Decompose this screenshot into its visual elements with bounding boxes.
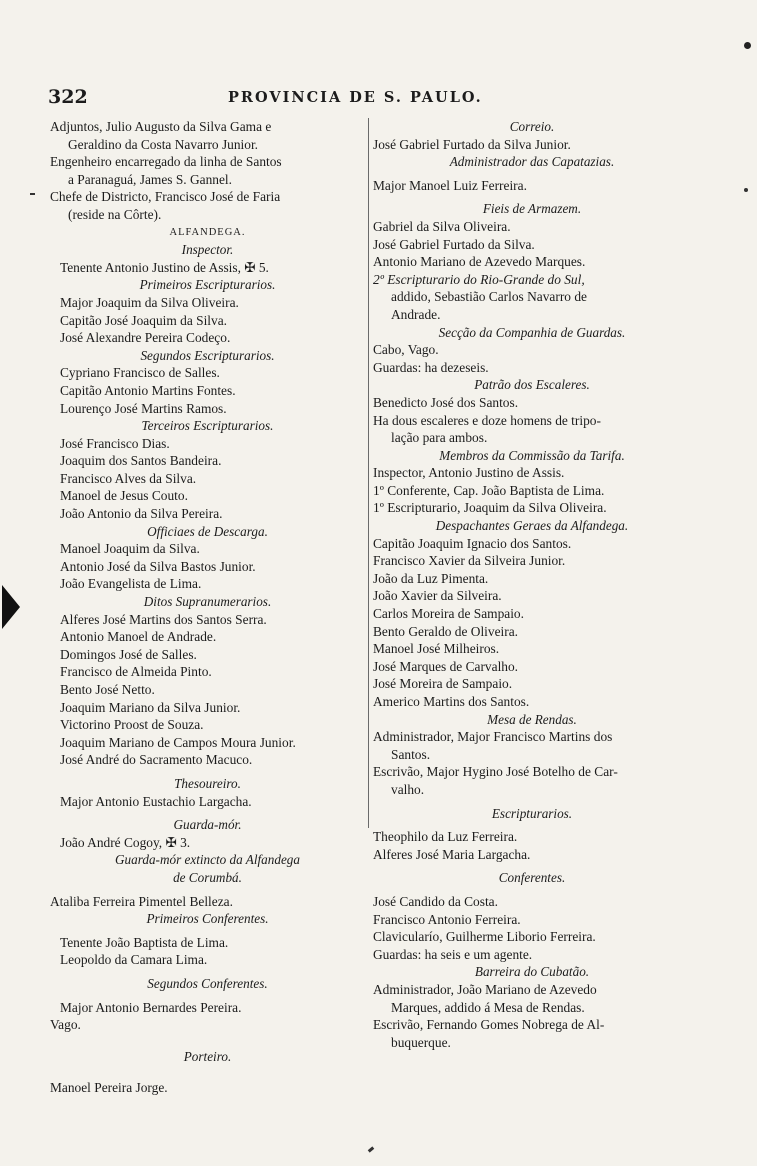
section-heading: Correio. bbox=[509, 119, 555, 134]
right-column bbox=[373, 118, 691, 1051]
list-item: Gabriel da Silva Oliveira. bbox=[373, 218, 511, 234]
list-item: Victorino Proost de Souza. bbox=[60, 717, 204, 733]
list-item: Major Manoel Luiz Ferreira. bbox=[373, 177, 527, 193]
text-line: addido, Sebastião Carlos Navarro de bbox=[391, 289, 587, 305]
list-item: Capitão José Joaquim da Silva. bbox=[60, 312, 227, 328]
list-item: José Candido da Costa. bbox=[373, 893, 498, 909]
margin-dot bbox=[744, 42, 751, 49]
list-item: Alferes José Martins dos Santos Serra. bbox=[60, 611, 267, 627]
section-heading: Guarda-mór. bbox=[173, 817, 242, 833]
section-heading: ALFANDEGA. bbox=[169, 226, 246, 238]
section-heading: Guarda-mór extincto da Alfandega bbox=[115, 852, 300, 868]
text-line: Chefe de Districto, Francisco José de Faria bbox=[50, 189, 281, 205]
text-line: Adjuntos, Julio Augusto da Silva Gama e bbox=[50, 119, 272, 134]
list-item: Lourenço José Martins Ramos. bbox=[60, 400, 227, 416]
text-line: Geraldino da Costa Navarro Junior. bbox=[68, 136, 259, 152]
list-item: Tenente Antonio Justino de Assis, ✠ 5. bbox=[60, 259, 269, 275]
section-heading: Porteiro. bbox=[183, 1048, 232, 1064]
section-heading: Terceiros Escripturarios. bbox=[141, 418, 274, 434]
text-line: Marques, addido á Mesa de Rendas. bbox=[391, 999, 585, 1015]
list-item: Manoel José Milheiros. bbox=[373, 641, 500, 657]
section-heading: Primeiros Conferentes. bbox=[146, 911, 269, 927]
list-item: José Moreira de Sampaio. bbox=[373, 676, 513, 692]
section-heading: Patrão dos Escaleres. bbox=[474, 377, 590, 393]
section-heading: Segundos Escripturarios. bbox=[140, 347, 275, 363]
list-item: Major Joaquim da Silva Oliveira. bbox=[60, 294, 239, 310]
list-item: Guardas: ha dezeseis. bbox=[373, 359, 489, 375]
list-item: Leopoldo da Camara Lima. bbox=[60, 952, 208, 968]
list-item: Inspector, Antonio Justino de Assis. bbox=[373, 465, 565, 481]
list-item: Joaquim Mariano da Silva Junior. bbox=[60, 699, 241, 715]
list-item: Ataliba Ferreira Pimentel Belleza. bbox=[50, 893, 233, 909]
list-item: Joaquim dos Santos Bandeira. bbox=[60, 453, 222, 469]
list-item: Manoel de Jesus Couto. bbox=[60, 488, 188, 504]
list-item: João da Luz Pimenta. bbox=[373, 570, 489, 586]
page-number: 322 bbox=[48, 86, 88, 108]
list-item: Theophilo da Luz Ferreira. bbox=[373, 829, 518, 845]
list-item: Major Antonio Eustachio Largacha. bbox=[60, 793, 252, 809]
list-item: José Francisco Dias. bbox=[60, 435, 170, 451]
section-heading: Escripturarios. bbox=[491, 805, 573, 821]
list-item: Americo Martins dos Santos. bbox=[373, 694, 530, 709]
list-item: João André Cogoy, ✠ 3. bbox=[60, 834, 191, 850]
list-item: José Gabriel Furtado da Silva. bbox=[373, 236, 535, 252]
list-item: Antonio Manoel de Andrade. bbox=[60, 629, 217, 645]
list-item: João Xavier da Silveira. bbox=[373, 588, 502, 604]
text-line: buquerque. bbox=[391, 1034, 451, 1050]
list-item: João Evangelista de Lima. bbox=[60, 576, 202, 592]
text-line: Escrivão, Major Hygino José Botelho de Car- bbox=[373, 764, 618, 780]
section-heading: Officiaes de Descarga. bbox=[147, 523, 268, 539]
section-heading: Fieis de Armazem. bbox=[482, 201, 582, 217]
section-heading: Administrador das Capatazias. bbox=[449, 154, 615, 170]
section-heading: Despachantes Geraes da Alfandega. bbox=[435, 518, 629, 534]
list-item: Capitão Joaquim Ignacio dos Santos. bbox=[373, 535, 572, 551]
section-heading: Inspector. bbox=[181, 242, 234, 258]
text-line: Engenheiro encarregado da linha de Santos bbox=[50, 154, 282, 170]
margin-dot bbox=[30, 193, 35, 195]
section-heading: Secção da Companhia de Guardas. bbox=[438, 324, 626, 340]
list-item: Tenente João Baptista de Lima. bbox=[60, 934, 229, 950]
text-line: Escrivão, Fernando Gomes Nobrega de Al- bbox=[373, 1017, 605, 1033]
margin-dot bbox=[744, 188, 748, 192]
list-item: José Alexandre Pereira Codeço. bbox=[60, 330, 231, 346]
list-item: 1º Escripturario, Joaquim da Silva Oliveira. bbox=[373, 500, 607, 516]
text-line: Santos. bbox=[391, 746, 431, 762]
section-heading: Membros da Commissão da Tarifa. bbox=[439, 447, 625, 463]
text-line: Administrador, Major Francisco Martins dos bbox=[373, 729, 613, 745]
list-item: Antonio José da Silva Bastos Junior. bbox=[60, 558, 256, 574]
text-line: Ha dous escaleres e doze homens de tripo- bbox=[373, 412, 601, 428]
list-item: 2º Escripturario do Rio-Grande do Sul, bbox=[373, 271, 585, 287]
list-item: Cabo, Vago. bbox=[373, 342, 439, 358]
text-line: (reside na Côrte). bbox=[68, 206, 162, 222]
left-column bbox=[50, 118, 365, 1097]
margin-mark bbox=[2, 585, 20, 629]
list-item: Bento Geraldo de Oliveira. bbox=[373, 623, 519, 639]
list-item: Vago. bbox=[50, 1017, 81, 1033]
list-item: Capitão Antonio Martins Fontes. bbox=[60, 382, 236, 398]
list-item: Bento José Netto. bbox=[60, 682, 155, 697]
margin-dot bbox=[368, 1146, 375, 1152]
list-item: José Gabriel Furtado da Silva Junior. bbox=[373, 136, 571, 152]
list-item: Major Antonio Bernardes Pereira. bbox=[60, 999, 242, 1015]
list-item: Carlos Moreira de Sampaio. bbox=[373, 606, 524, 622]
list-item: Francisco Xavier da Silveira Junior. bbox=[373, 553, 566, 569]
column-divider bbox=[368, 118, 369, 828]
list-item: Antonio Mariano de Azevedo Marques. bbox=[373, 254, 586, 270]
list-item: Clavicularío, Guilherme Liborio Ferreira. bbox=[373, 929, 596, 945]
list-item: Manoel Pereira Jorge. bbox=[50, 1080, 168, 1096]
list-item: Benedicto José dos Santos. bbox=[373, 394, 519, 410]
list-item: José Marques de Carvalho. bbox=[373, 658, 519, 674]
list-item: Cypriano Francisco de Salles. bbox=[60, 365, 220, 381]
list-item: Domingos José de Salles. bbox=[60, 646, 197, 662]
list-item: João Antonio da Silva Pereira. bbox=[60, 506, 223, 522]
running-head: PROVINCIA DE S. PAULO. bbox=[228, 89, 483, 106]
list-item: José André do Sacramento Macuco. bbox=[60, 752, 253, 768]
list-item: Francisco Alves da Silva. bbox=[60, 470, 197, 486]
section-heading: Conferentes. bbox=[498, 870, 566, 886]
section-heading: Segundos Conferentes. bbox=[147, 975, 268, 991]
list-item: Manoel Joaquim da Silva. bbox=[60, 541, 200, 557]
list-item: Francisco Antonio Ferreira. bbox=[373, 911, 521, 927]
text-line: Administrador, João Mariano de Azevedo bbox=[373, 981, 597, 997]
text-line: Andrade. bbox=[391, 306, 441, 322]
list-item: Francisco de Almeida Pinto. bbox=[60, 664, 212, 680]
text-line: lação para ambos. bbox=[391, 430, 488, 446]
list-item: 1º Conferente, Cap. João Baptista de Lima. bbox=[373, 482, 605, 498]
section-heading: de Corumbá. bbox=[173, 869, 242, 885]
list-item: Alferes José Maria Largacha. bbox=[373, 846, 531, 862]
list-item: Guardas: ha seis e um agente. bbox=[373, 946, 533, 962]
page-header bbox=[0, 86, 757, 112]
section-heading: Barreira do Cubatão. bbox=[474, 964, 590, 980]
text-line: a Paranaguá, James S. Gannel. bbox=[68, 171, 232, 187]
section-heading: Mesa de Rendas. bbox=[487, 711, 577, 727]
section-heading: Thesoureiro. bbox=[174, 775, 241, 791]
list-item: Joaquim Mariano de Campos Moura Junior. bbox=[60, 734, 296, 750]
section-heading: Primeiros Escripturarios. bbox=[139, 277, 276, 293]
text-line: valho. bbox=[391, 781, 425, 797]
section-heading: Ditos Supranumerarios. bbox=[143, 594, 272, 610]
